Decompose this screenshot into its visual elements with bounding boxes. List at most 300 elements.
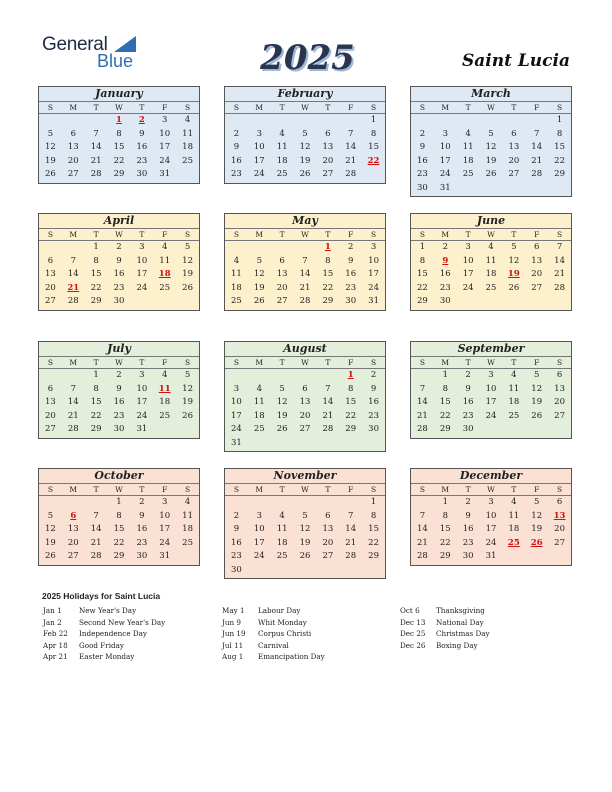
day-cell: 12 — [182, 255, 193, 266]
month-title: January — [39, 87, 199, 102]
day-cell: 21 — [90, 537, 102, 548]
holiday-day-cell: 26 — [530, 537, 543, 548]
day-cell: 27 — [299, 424, 311, 434]
day-cell: 31 — [485, 551, 497, 561]
day-cell: 9 — [465, 510, 471, 521]
country-name: Saint Lucia — [461, 51, 570, 71]
holiday-name: Emancipation Day — [258, 652, 325, 662]
weekday-label: S — [557, 485, 563, 494]
day-cell: 7 — [325, 383, 331, 394]
empty-day-cell — [271, 114, 294, 128]
day-cell: 23 — [345, 282, 357, 293]
day-cell: 4 — [279, 128, 285, 139]
day-cell: 3 — [233, 383, 240, 394]
day-cell: 29 — [345, 424, 357, 434]
weekday-header — [411, 229, 571, 241]
day-cell: 27 — [45, 424, 56, 434]
day-cell: 31 — [159, 169, 171, 179]
day-cell: 25 — [159, 282, 171, 293]
holiday-name: Second New Year's Day — [79, 617, 166, 627]
day-cell: 17 — [368, 269, 379, 279]
day-cell: 23 — [417, 169, 428, 179]
day-grid — [225, 241, 385, 309]
day-cell: 22 — [554, 155, 565, 166]
day-cell: 6 — [556, 370, 563, 380]
weekday-label: M — [69, 230, 78, 239]
day-cell: 10 — [136, 255, 148, 266]
day-cell: 31 — [368, 296, 379, 306]
holiday-item — [222, 605, 325, 617]
holiday-day-cell: 1 — [324, 242, 331, 252]
day-cell: 12 — [45, 142, 56, 152]
day-cell: 14 — [417, 524, 428, 534]
empty-day-cell — [271, 496, 294, 510]
day-cell: 3 — [488, 497, 494, 507]
day-cell: 16 — [462, 524, 474, 534]
day-cell: 2 — [139, 497, 145, 507]
day-cell: 8 — [370, 510, 377, 521]
day-cell: 4 — [256, 383, 262, 394]
generalblue-logo — [42, 34, 142, 74]
holiday-item — [43, 605, 165, 617]
weekday-header — [411, 357, 571, 369]
day-cell: 13 — [45, 397, 56, 407]
day-cell: 23 — [113, 410, 125, 421]
empty-day-cell — [525, 114, 548, 128]
weekday-label: F — [534, 230, 540, 239]
empty-day-cell — [294, 114, 317, 128]
holiday-name: Whit Monday — [258, 617, 307, 627]
day-cell: 5 — [534, 370, 540, 380]
day-cell: 28 — [417, 551, 428, 561]
weekday-label: M — [441, 103, 450, 112]
day-cell: 10 — [159, 510, 171, 521]
day-cell: 29 — [417, 296, 428, 306]
weekday-label: T — [465, 358, 471, 367]
day-cell: 30 — [136, 169, 148, 179]
weekday-label: W — [115, 485, 123, 494]
day-cell: 3 — [139, 370, 145, 380]
day-cell: 7 — [556, 242, 563, 252]
month-august — [224, 341, 386, 452]
day-cell: 30 — [345, 296, 357, 306]
day-cell: 8 — [419, 255, 426, 266]
empty-day-cell — [248, 369, 271, 383]
day-cell: 6 — [511, 128, 517, 139]
day-cell: 14 — [345, 524, 357, 534]
holiday-name: Easter Monday — [79, 652, 135, 662]
day-cell: 14 — [345, 142, 357, 152]
day-cell: 20 — [276, 282, 288, 293]
day-cell: 20 — [554, 397, 565, 407]
day-cell: 14 — [299, 269, 311, 279]
day-cell: 4 — [184, 497, 191, 507]
empty-day-cell — [62, 241, 85, 255]
weekday-label: T — [93, 103, 99, 112]
day-cell: 25 — [182, 155, 193, 166]
holiday-date: Jan 2 — [43, 617, 62, 627]
holiday-item — [222, 628, 325, 640]
weekday-label: T — [93, 358, 99, 367]
day-cell: 10 — [485, 510, 497, 521]
day-cell: 4 — [233, 255, 240, 266]
day-cell: 8 — [93, 255, 99, 266]
day-cell: 7 — [93, 128, 99, 139]
day-cell: 22 — [90, 410, 102, 421]
empty-day-cell — [316, 114, 339, 128]
day-cell: 26 — [45, 169, 56, 179]
day-cell: 15 — [554, 142, 565, 152]
day-cell: 19 — [182, 269, 193, 279]
weekday-label: T — [511, 103, 517, 112]
day-cell: 1 — [93, 370, 99, 380]
holiday-day-cell: 11 — [158, 383, 171, 394]
weekday-label: T — [465, 230, 471, 239]
day-cell: 9 — [116, 255, 122, 266]
day-cell: 27 — [322, 551, 334, 561]
month-january — [38, 86, 200, 184]
holiday-date: Apr 18 — [43, 640, 68, 650]
empty-day-cell — [39, 369, 62, 383]
day-cell: 9 — [116, 383, 122, 394]
weekday-header — [411, 102, 571, 114]
empty-day-cell — [502, 114, 525, 128]
day-cell: 28 — [531, 169, 543, 179]
day-cell: 26 — [276, 424, 288, 434]
day-cell: 16 — [462, 397, 474, 407]
day-cell: 5 — [256, 255, 262, 266]
day-cell: 24 — [136, 410, 148, 421]
day-cell: 5 — [534, 497, 540, 507]
month-title: May — [225, 214, 385, 229]
day-cell: 7 — [419, 383, 426, 394]
day-cell: 19 — [253, 282, 265, 293]
empty-day-cell — [411, 369, 434, 383]
holiday-date: May 1 — [222, 606, 245, 615]
holiday-date: Dec 25 — [400, 629, 426, 639]
day-cell: 29 — [113, 551, 125, 561]
day-cell: 9 — [233, 524, 240, 534]
day-cell: 10 — [136, 383, 148, 394]
day-cell: 30 — [113, 424, 125, 434]
weekday-label: S — [371, 485, 377, 494]
weekday-label: S — [557, 358, 563, 367]
weekday-label: T — [511, 230, 517, 239]
empty-day-cell — [62, 496, 85, 510]
weekday-label: W — [115, 103, 123, 112]
empty-day-cell — [248, 241, 271, 255]
day-cell: 25 — [485, 282, 497, 293]
day-cell: 12 — [485, 142, 497, 152]
holiday-name: Christmas Day — [436, 629, 490, 639]
weekday-label: F — [348, 103, 354, 112]
day-cell: 2 — [233, 128, 240, 139]
day-cell: 11 — [182, 128, 193, 139]
holiday-item — [222, 640, 325, 652]
day-cell: 11 — [253, 397, 265, 407]
day-cell: 24 — [485, 410, 497, 421]
weekday-label: F — [534, 485, 540, 494]
day-cell: 18 — [276, 155, 288, 166]
day-grid — [411, 369, 571, 437]
holiday-name: Boxing Day — [436, 640, 478, 650]
weekday-label: S — [233, 485, 239, 494]
month-september — [410, 341, 572, 439]
day-cell: 7 — [70, 383, 76, 394]
weekday-label: T — [325, 103, 331, 112]
weekday-label: M — [69, 358, 78, 367]
weekday-label: S — [47, 358, 53, 367]
empty-day-cell — [316, 496, 339, 510]
day-cell: 26 — [182, 282, 193, 293]
day-cell: 7 — [348, 128, 354, 139]
day-cell: 22 — [417, 282, 428, 293]
day-cell: 7 — [348, 510, 354, 521]
day-cell: 28 — [90, 551, 102, 561]
day-cell: 14 — [90, 142, 102, 152]
weekday-label: W — [487, 358, 495, 367]
day-cell: 15 — [322, 269, 334, 279]
day-cell: 2 — [348, 242, 354, 252]
weekday-label: W — [487, 485, 495, 494]
day-cell: 9 — [465, 383, 471, 394]
day-cell: 3 — [139, 242, 145, 252]
day-cell: 9 — [370, 383, 377, 394]
holidays-title: 2025 Holidays for Saint Lucia — [42, 591, 161, 601]
weekday-label: S — [47, 485, 53, 494]
day-cell: 28 — [345, 169, 357, 179]
day-cell: 15 — [113, 142, 125, 152]
weekday-label: F — [162, 103, 168, 112]
empty-day-cell — [411, 114, 434, 128]
weekday-label: W — [487, 103, 495, 112]
empty-day-cell — [339, 114, 362, 128]
day-cell: 23 — [136, 537, 148, 548]
day-cell: 5 — [302, 510, 308, 521]
day-cell: 18 — [182, 524, 193, 534]
weekday-label: S — [233, 230, 239, 239]
weekday-header — [411, 484, 571, 496]
day-cell: 12 — [253, 269, 265, 279]
empty-day-cell — [434, 114, 457, 128]
day-cell: 11 — [276, 142, 288, 152]
day-cell: 17 — [159, 142, 171, 152]
day-cell: 18 — [508, 524, 520, 534]
day-cell: 1 — [370, 115, 377, 125]
day-cell: 30 — [439, 296, 451, 306]
day-cell: 12 — [508, 255, 520, 266]
holiday-day-cell: 1 — [116, 115, 122, 125]
day-cell: 28 — [299, 296, 311, 306]
day-cell: 16 — [417, 155, 428, 166]
day-cell: 15 — [439, 397, 451, 407]
day-cell: 8 — [116, 510, 122, 521]
weekday-label: T — [279, 358, 285, 367]
day-grid — [39, 114, 199, 182]
day-cell: 30 — [368, 424, 379, 434]
empty-day-cell — [248, 496, 271, 510]
month-title: October — [39, 469, 199, 484]
logo-triangle-icon — [114, 36, 136, 52]
holiday-date: Dec 13 — [400, 617, 426, 627]
day-cell: 3 — [370, 242, 377, 252]
weekday-label: M — [69, 485, 78, 494]
day-cell: 26 — [182, 410, 193, 421]
day-cell: 30 — [136, 551, 148, 561]
day-cell: 13 — [322, 142, 334, 152]
holiday-item — [43, 640, 165, 652]
weekday-label: S — [185, 358, 191, 367]
day-cell: 14 — [322, 397, 334, 407]
calendar-year: 2025 — [260, 38, 355, 78]
day-grid — [225, 369, 385, 450]
weekday-label: T — [511, 358, 517, 367]
day-cell: 10 — [485, 383, 497, 394]
day-cell: 24 — [231, 424, 242, 434]
holiday-date: Dec 26 — [400, 640, 426, 650]
day-cell: 16 — [231, 537, 242, 548]
weekday-label: S — [371, 358, 377, 367]
day-cell: 27 — [67, 551, 79, 561]
day-cell: 19 — [276, 410, 288, 421]
empty-day-cell — [39, 496, 62, 510]
month-title: December — [411, 469, 571, 484]
day-cell: 4 — [511, 497, 517, 507]
holiday-item — [400, 628, 490, 640]
day-cell: 23 — [113, 282, 125, 293]
day-cell: 8 — [442, 383, 448, 394]
day-cell: 5 — [184, 242, 191, 252]
day-cell: 27 — [508, 169, 520, 179]
day-cell: 22 — [113, 155, 125, 166]
weekday-label: S — [371, 103, 377, 112]
day-cell: 20 — [322, 155, 334, 166]
day-cell: 21 — [417, 410, 428, 421]
day-cell: 19 — [182, 397, 193, 407]
day-cell: 15 — [90, 269, 102, 279]
day-cell: 5 — [488, 128, 494, 139]
day-cell: 6 — [47, 255, 54, 266]
empty-day-cell — [39, 114, 62, 128]
holiday-day-cell: 1 — [347, 370, 354, 380]
weekday-label: S — [47, 230, 53, 239]
empty-day-cell — [271, 241, 294, 255]
day-cell: 9 — [139, 128, 145, 139]
day-cell: 18 — [253, 410, 265, 421]
day-cell: 24 — [136, 282, 148, 293]
holiday-date: Jun 9 — [222, 617, 241, 627]
day-cell: 31 — [136, 424, 148, 434]
weekday-label: M — [255, 230, 264, 239]
day-cell: 17 — [439, 155, 451, 166]
holiday-day-cell: 18 — [158, 269, 171, 279]
day-cell: 26 — [531, 410, 543, 421]
day-cell: 12 — [299, 524, 311, 534]
day-cell: 16 — [345, 269, 357, 279]
weekday-header — [39, 229, 199, 241]
day-cell: 29 — [554, 169, 565, 179]
weekday-label: T — [139, 103, 145, 112]
day-cell: 14 — [67, 397, 79, 407]
weekday-label: S — [185, 103, 191, 112]
weekday-label: F — [162, 230, 168, 239]
day-cell: 20 — [554, 524, 565, 534]
day-cell: 13 — [322, 524, 334, 534]
day-cell: 12 — [531, 383, 543, 394]
day-cell: 17 — [462, 269, 474, 279]
weekday-label: T — [279, 485, 285, 494]
day-cell: 8 — [325, 255, 331, 266]
month-title: June — [411, 214, 571, 229]
day-cell: 24 — [368, 282, 379, 293]
weekday-label: T — [93, 485, 99, 494]
day-cell: 10 — [159, 128, 171, 139]
holiday-name: New Year's Day — [79, 606, 137, 615]
day-cell: 13 — [299, 397, 311, 407]
holiday-date: Apr 21 — [43, 652, 68, 662]
day-cell: 28 — [417, 424, 428, 434]
holiday-date: Feb 22 — [43, 629, 68, 639]
day-cell: 19 — [299, 155, 311, 166]
weekday-label: S — [419, 485, 425, 494]
day-cell: 4 — [162, 242, 168, 252]
day-cell: 22 — [368, 537, 379, 548]
day-cell: 28 — [67, 424, 79, 434]
day-cell: 15 — [368, 524, 379, 534]
day-grid — [39, 496, 199, 564]
empty-day-cell — [294, 369, 317, 383]
holiday-name: Labour Day — [258, 606, 301, 615]
day-cell: 21 — [322, 410, 334, 421]
day-cell: 13 — [45, 269, 56, 279]
day-cell: 8 — [556, 128, 563, 139]
day-cell: 16 — [113, 269, 125, 279]
holiday-item — [400, 617, 490, 629]
day-cell: 16 — [136, 142, 148, 152]
day-cell: 10 — [368, 255, 379, 266]
month-title: February — [225, 87, 385, 102]
month-title: March — [411, 87, 571, 102]
day-cell: 2 — [116, 370, 122, 380]
weekday-label: T — [93, 230, 99, 239]
day-cell: 12 — [299, 142, 311, 152]
day-cell: 23 — [231, 169, 242, 179]
holiday-name: Corpus Christi — [258, 629, 312, 639]
day-cell: 31 — [231, 437, 242, 448]
holiday-day-cell: 2 — [138, 115, 145, 125]
day-cell: 30 — [462, 424, 474, 434]
month-title: July — [39, 342, 199, 357]
weekday-label: S — [419, 358, 425, 367]
day-cell: 27 — [554, 410, 565, 421]
day-cell: 28 — [322, 424, 334, 434]
day-cell: 19 — [531, 397, 543, 407]
day-cell: 28 — [90, 169, 102, 179]
day-cell: 1 — [442, 497, 448, 507]
day-cell: 20 — [322, 537, 334, 548]
day-cell: 9 — [233, 142, 240, 152]
day-cell: 14 — [90, 524, 102, 534]
weekday-header — [39, 484, 199, 496]
weekday-label: T — [279, 230, 285, 239]
day-cell: 16 — [368, 397, 379, 407]
day-cell: 3 — [256, 128, 262, 139]
logo-text-blue: Blue — [97, 51, 134, 71]
day-cell: 9 — [348, 255, 354, 266]
day-cell: 24 — [253, 169, 265, 179]
day-cell: 27 — [67, 169, 79, 179]
holiday-day-cell: 9 — [442, 255, 449, 266]
